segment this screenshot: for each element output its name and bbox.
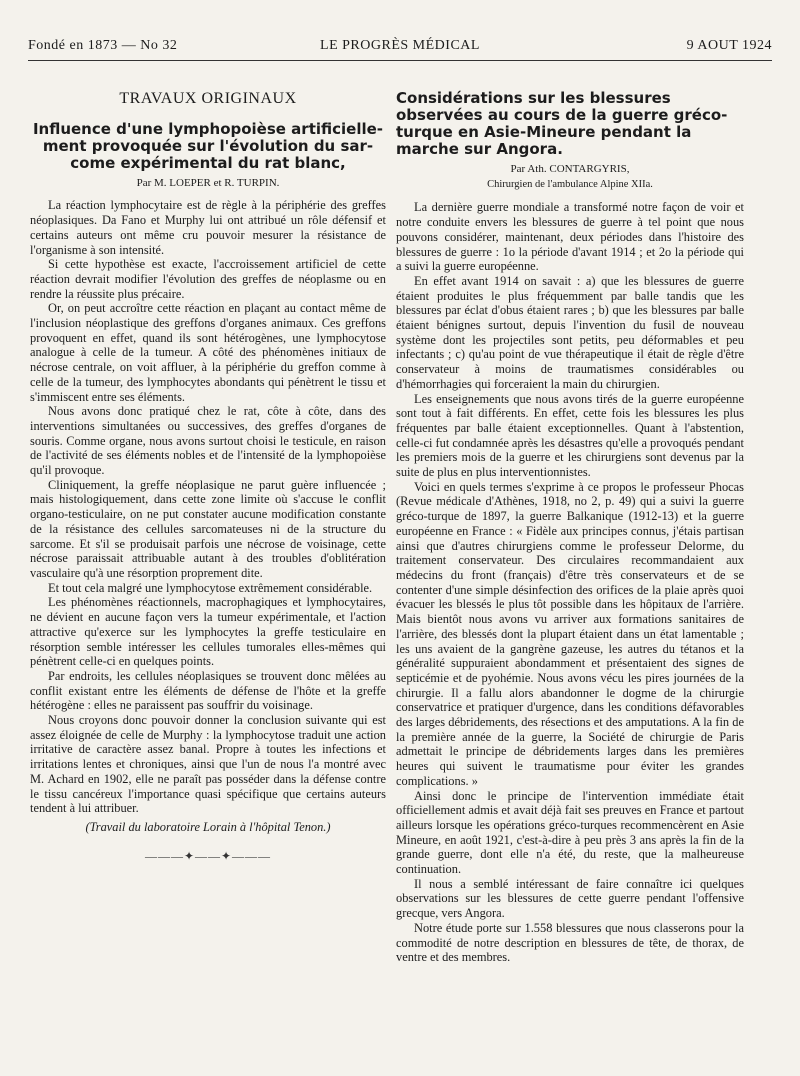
- paragraph: Il nous a semblé intéressant de faire connaître ici quelques observations sur les blessures de cette guerre pendant l'offensive grecque, vers Angora.: [396, 876, 744, 921]
- right-column: [396, 89, 744, 965]
- paragraph: La dernière guerre mondiale a transformé notre façon de voir et notre conduite envers les blessures de guerre à tel point que nous pouvons considérer, maintenant, deux périodes dans l'histoire des blessures de guerre : 1o la période d'avant 1914 ; et 2o la période qui a suivi la guerre européenne.: [396, 200, 744, 274]
- laboratory-note: (Travail du laboratoire Lorain à l'hôpital Tenon.): [85, 819, 331, 834]
- article-byline: Par M. LOEPER et R. TURPIN.: [136, 176, 280, 189]
- paragraph: Les phénomènes réactionnels, macrophagiques et lymphocytaires, ne dévient en aucune façon vers la tumeur expérimentale, et l'action attractive qu'exerce sur les lymphocytes la greffe testiculaire en résorption semble intéresser les cellules tumorales elles-mêmes qui pénètrent celle-ci en quelques points.: [30, 595, 386, 669]
- left-column: [30, 92, 386, 863]
- author-affiliation: Chirurgien de l'ambulance Alpine XIIa.: [487, 178, 653, 190]
- paragraph: Voici en quels termes s'exprime à ce propos le professeur Phocas (Revue médicale d'Athènes, 1918, no 2, p. 49) qui a suivi la guerre gréco-turque de 1897, la guerre Balkanique (1912-13) et la guerre européenne en France : « Fidèle aux principes connus, j'étais partisan ainsi que d'autres chirurgiens comme le professeur Delorme, du traitement conservateur. Des circulaires recommandaient aux médecins du front (français) d'être très conservateurs et de se contenter d'une simple désinfection des orifices de la plaie après quoi évacuer les blessés le plus tôt possible dans les hôpitaux de l'arrière. Mais bientôt nous avons vu arriver aux formations sanitaires de l'arrière, des blessés dont la plupart étaient dans un état lamentable ; les uns avaient de la gangrène gazeuse, les autres du tétanos et la généralité suppuraient abondamment et présentaient des signes de septicémie et de pyohémie. Nous avons vécu les pires journées de la chirurgie. Il a fallu alors abandonner le dogme de la chirurgie conservatrice et pratiquer d'urgence, dans les conditions défavorables des larges débridements, des résections et des amputations. A la fin de la première année de la guerre, la Société de chirurgie de Paris admettait le principe de débridements larges dans les premières heures qui suivent le traumatisme pour éviter les grandes complications. »: [396, 479, 744, 788]
- article-title: Considérations sur les blessures observées au cours de la guerre gréco-turque en Asie-Mineure pendant la marche sur Angora.: [396, 89, 728, 158]
- paragraph: Cliniquement, la greffe néoplasique ne parut guère influencée ; mais histologiquement, dans cette zone limite où s'accuse le conflit organo-testiculaire, on ne put constater aucune modification constante de la résistance des cellules sarcomateuses ni de la structure du sarcome. Et s'il se produisait parfois une nécrose de voisinage, cette nécrose paraissait attribuable autant à des troubles d'oblitération vasculaire qu'à une résorption proprement dite.: [30, 477, 386, 580]
- paragraph: Par endroits, les cellules néoplasiques se trouvent donc mêlées au conflit existant entre les éléments de défense de l'hôte et la greffe hétérogène : elles ne paraissent pas souffrir du voisinage.: [30, 668, 386, 713]
- paragraph: Notre étude porte sur 1.558 blessures que nous classerons pour la commodité de notre description en blessures de tête, de thorax, de ventre et des membres.: [396, 920, 744, 965]
- header-rule: [28, 60, 772, 61]
- paragraph: Les enseignements que nous avons tirés de la guerre européenne sont tout à fait différents. En effet, cette fois les blessures les plus fréquentes par balle étaient exceptionnelles. Quant à l'abstention, celle-ci fut condamnée après les désastres qu'elle a provoqués pendant les premiers mois de la guerre et les chirurgiens sont devenus par la suite de plus en plus interventionnistes.: [396, 391, 744, 480]
- article-title: Influence d'une lymphopoièse artificielle-ment provoquée sur l'évolution du sar-come expérimental du rat blanc,: [32, 119, 384, 172]
- paragraph: Et tout cela malgré une lymphocytose extrêmement considérable.: [48, 580, 373, 595]
- paragraph: La réaction lymphocytaire est de règle à la périphérie des greffes néoplasiques. Da Fano et Murphy lui ont attribué un rôle défensif et certains auteurs ont même cru pouvoir mesurer la résistance de l'organisme à son intensité.: [30, 198, 386, 257]
- section-heading: TRAVAUX ORIGINAUX: [119, 90, 297, 107]
- paragraph: Si cette hypothèse est exacte, l'accroissement artificiel de cette réaction devrait modifier l'évolution des greffes de néoplasme ou en rendre la réussite plus précaire.: [30, 257, 386, 301]
- ornament-divider-icon: ———✦——✦———: [144, 848, 272, 863]
- running-header: [28, 38, 772, 60]
- header-founded: Fondé en 1873 — No 32: [28, 38, 178, 53]
- paragraph: Ainsi donc le principe de l'intervention immédiate était officiellement admis et avait déjà fait ses preuves en France et partout ailleurs lorsque les opérations gréco-turques recommencèrent en Asie Mineure, en août 1921, c'est-à-dire à peu près 3 ans après la fin de la grande guerre, dont elle n'a été, du reste, que la malheureuse continuation.: [396, 788, 744, 877]
- paragraph: Nous avons donc pratiqué chez le rat, côte à côte, dans des interventions simultanées ou successives, des greffes d'organes de souris. Comme organe, nous avons surtout choisi le testicule, en raison de l'activité de ses éléments nobles et de l'intensité de la lymphopoièse qu'il provoque.: [30, 404, 386, 478]
- header-date: 9 AOUT 1924: [686, 38, 772, 53]
- article-byline: Par Ath. CONTARGYRIS,: [510, 163, 630, 175]
- paragraph: En effet avant 1914 on savait : a) que les blessures de guerre étaient produites le plus fréquemment par balle tandis que les blessures par éclat d'obus étaient rares ; b) que les blessures par balle étaient bénignes surtout, depuis l'invention du fusil de nouveau système dont les projectiles sont petits, peu déformables et peu infectants ; c) qu'au point de vue thérapeutique il était de règle d'être conservateur à moins de traumatismes considérables ou d'hémorrhagies qui forceraient la main du chirurgien.: [396, 273, 744, 391]
- paragraph: Nous croyons donc pouvoir donner la conclusion suivante qui est assez éloignée de celle de Murphy : la lymphocytose traduit une action irritative de caractère assez banal. Propre à toutes les infections et irritations lentes et chroniques, ainsi que l'un de nous l'a montré avec M. Achard en 1902, elle ne paraît pas posséder dans la défense contre le tissu cancéreux l'importance quasi spécifique que certains auteurs tendent à lui attribuer.: [30, 713, 386, 816]
- journal-title: LE PROGRÈS MÉDICAL: [320, 38, 480, 53]
- paragraph: Or, on peut accroître cette réaction en plaçant au contact même de l'inclusion néoplastique des greffons d'organes animaux. Ces greffons provoquent en effet, quand ils sont hétérogènes, une lymphocytose analogue à celle de la tumeur. A côté des phénomènes initiaux de nécrose centrale, on voit affluer, à la périphérie du greffon comme à celle de la tumeur, des lymphocytes abondants qui pénètrent le tissu et s'immiscent entre ses éléments.: [30, 301, 386, 404]
